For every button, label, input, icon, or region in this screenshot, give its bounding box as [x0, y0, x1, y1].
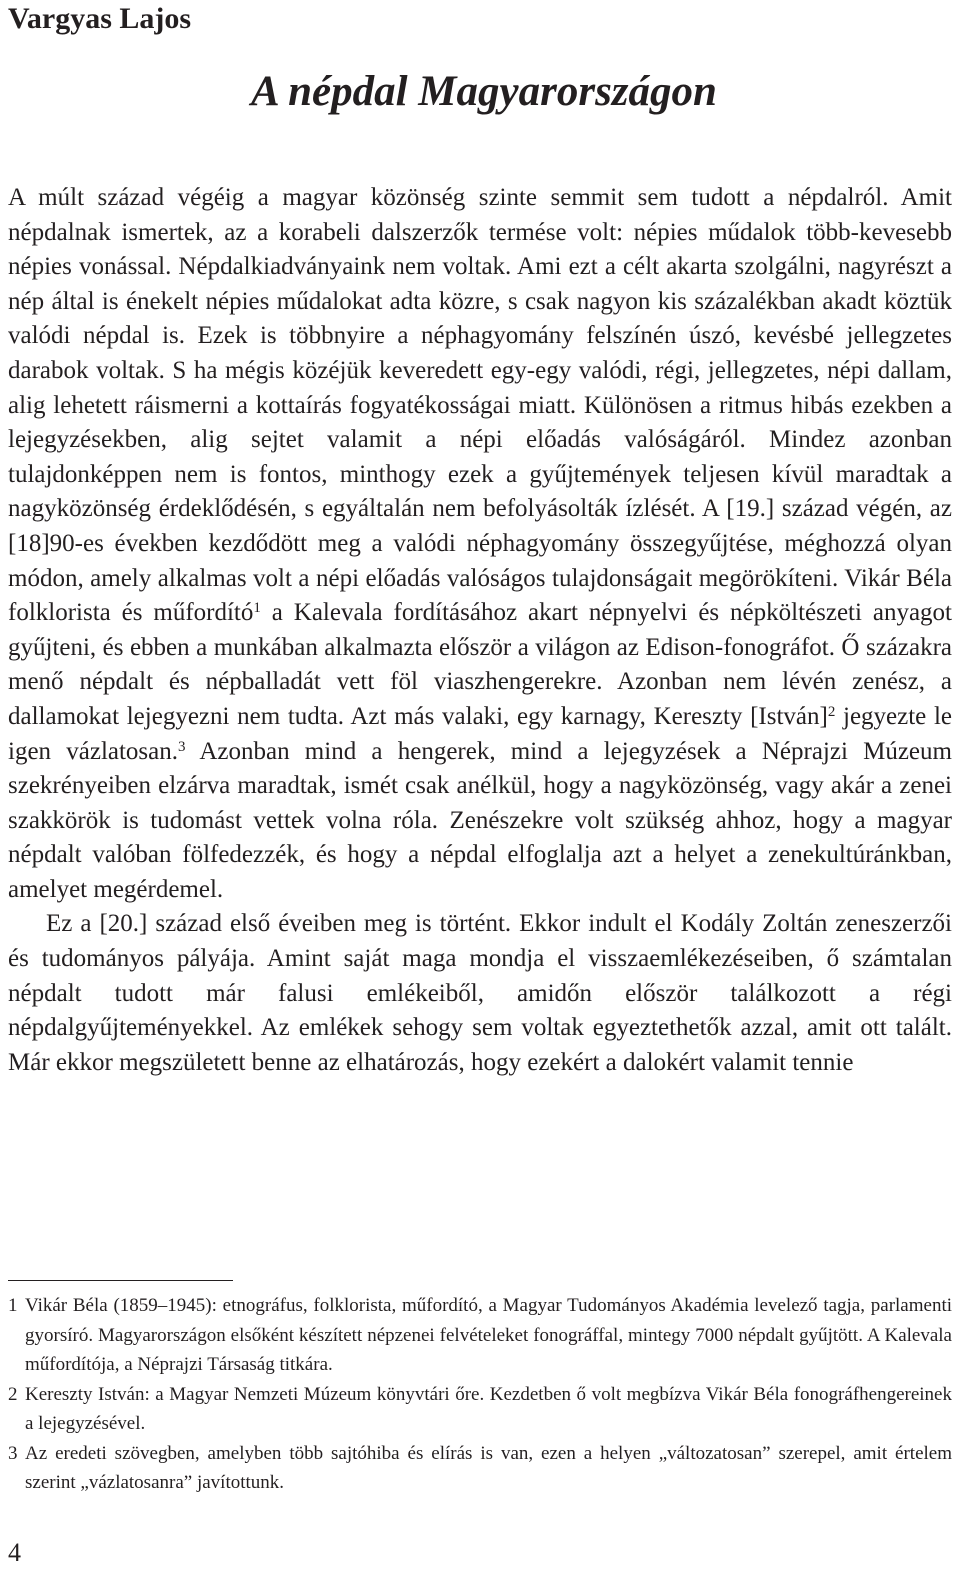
footnote-item — [8, 1291, 952, 1380]
page-number: 4 — [8, 1538, 21, 1567]
author-name: Vargyas Lajos — [8, 2, 192, 35]
footnote-reference[interactable]: 2 — [827, 703, 836, 720]
body-paragraph: Ez a [20.] század első éveiben meg is történt. Ekkor indult el Kodály Zoltán zeneszerzői és tudományos pályája. Amint saját maga mondja el visszaemlékezéseiben, ő számtalan népdalt tudott már falusi emlékeiből, amidőn először találkozott a régi népdalgyűjteményekkel. Az emlékek sehogy sem voltak egyeztethetők azzal, amit ott talált. Már ekkor megszületett benne az elhatározás, hogy ezekért a dalokért valamit tennie — [8, 910, 952, 1076]
paragraph-text: A múlt század végéig a magyar közönség szinte semmit sem tudott a népdalról. Amit népdalnak ismertek, az a korabeli dalszerzők termése volt: népies műdalok több-kevesebb népies vonással. Népdalkiadványaink nem voltak. Ami ezt a célt akarta szolgálni, nagyrészt a nép által is énekelt népies műdalokat adta közre, s csak nagyon kis százalékban akadt köztük valódi népdal is. Ezek is többnyire a néphagyomány felszínén úszó, kevésbé jellegzetes darabok voltak. S ha mégis közéjük keveredett egy-egy valódi, régi, jellegzetes, népi dallam, alig lehetett ráismerni a kottaírás fogyatékosságai miatt. Különösen a ritmus hibás ezekben a lejegyzésekben, alig sejtet valamit a népi előadás valóságáról. Mindez azonban tulajdonképpen nem is fontos, minthogy ezek a gyűjtemények teljesen kívül maradtak a nagyközönség érdeklődésén, s egyáltalán nem befolyásolták ízlését. A [19.] század végén, az [18]90-es években kezdődött meg a valódi néphagyomány összegyűjtése, méghozzá olyan módon, amely alkalmas volt a népi előadás valóságos tulajdonságait megörökíteni. Vikár Béla folklorista és műfordító — [8, 184, 952, 627]
body-paragraph — [8, 181, 952, 907]
footnote-text: Vikár Béla (1859–1945): etnográfus, folklorista, műfordító, a Magyar Tudományos Akadémia levelező tagja, parlamenti gyorsíró. Magyarországon elsőként készített népzenei felvételeket fonográffal, mintegy 7000 népdalt gyűjtött. A Kalevala műfordítója, a Néprajzi Társaság titkára. — [25, 1295, 952, 1375]
footnote-separator — [8, 1280, 233, 1281]
footnote-item — [8, 1380, 952, 1439]
footnote-text: Kereszty István: a Magyar Nemzeti Múzeum könyvtári őre. Kezdetben ő volt megbízva Vikár Béla fonográfhengereinek a lejegyzésével. — [25, 1383, 952, 1434]
footnote-number: 1 — [8, 1295, 18, 1316]
footnotes — [8, 1291, 952, 1498]
paragraph-text: a Kalevala fordításához akart népnyelvi és népköltészeti anyagot gyűjteni, és ebben a munkában alkalmazta először a világon az Edison-fonográfot. Ő százakra menő népdalt és népballadát vett föl viaszhengerekre. Azonban nem lévén zenész, a dallamokat lejegyezni nem tudta. Azt más valaki, egy karnagy, Kereszty [István] — [8, 599, 952, 730]
paragraph-text: Azonban mind a hengerek, mind a lejegyzések a Néprajzi Múzeum szekrényeiben elzárva maradtak, ismét csak anélkül, hogy a nagyközönség, vagy akár a zenei szakkörök is tudomást vettek volna róla. Zenészekre volt szükség ahhoz, hogy a magyar népdalt valóban fölfedezzék, és hogy a népdal elfoglalja azt a helyet a zenekultúránkban, amelyet megérdemel. — [8, 737, 952, 903]
article-title: A népdal Magyarországon — [251, 68, 717, 115]
footnote-item — [8, 1439, 952, 1498]
footnote-number: 3 — [8, 1442, 18, 1464]
footnote-number: 2 — [8, 1383, 18, 1405]
footnote-text: Az eredeti szövegben, amelyben több sajtóhiba és elírás is van, ezen a helyen „változatosan” szerepel, amit értelem szerint „vázlatosanra” javítottunk. — [25, 1442, 952, 1493]
main-text — [8, 181, 952, 1080]
footnote-reference[interactable]: 1 — [253, 599, 261, 616]
paragraph-text: jegyezte le igen vázlatosan. — [8, 702, 952, 765]
footnote-reference[interactable]: 3 — [178, 738, 186, 755]
